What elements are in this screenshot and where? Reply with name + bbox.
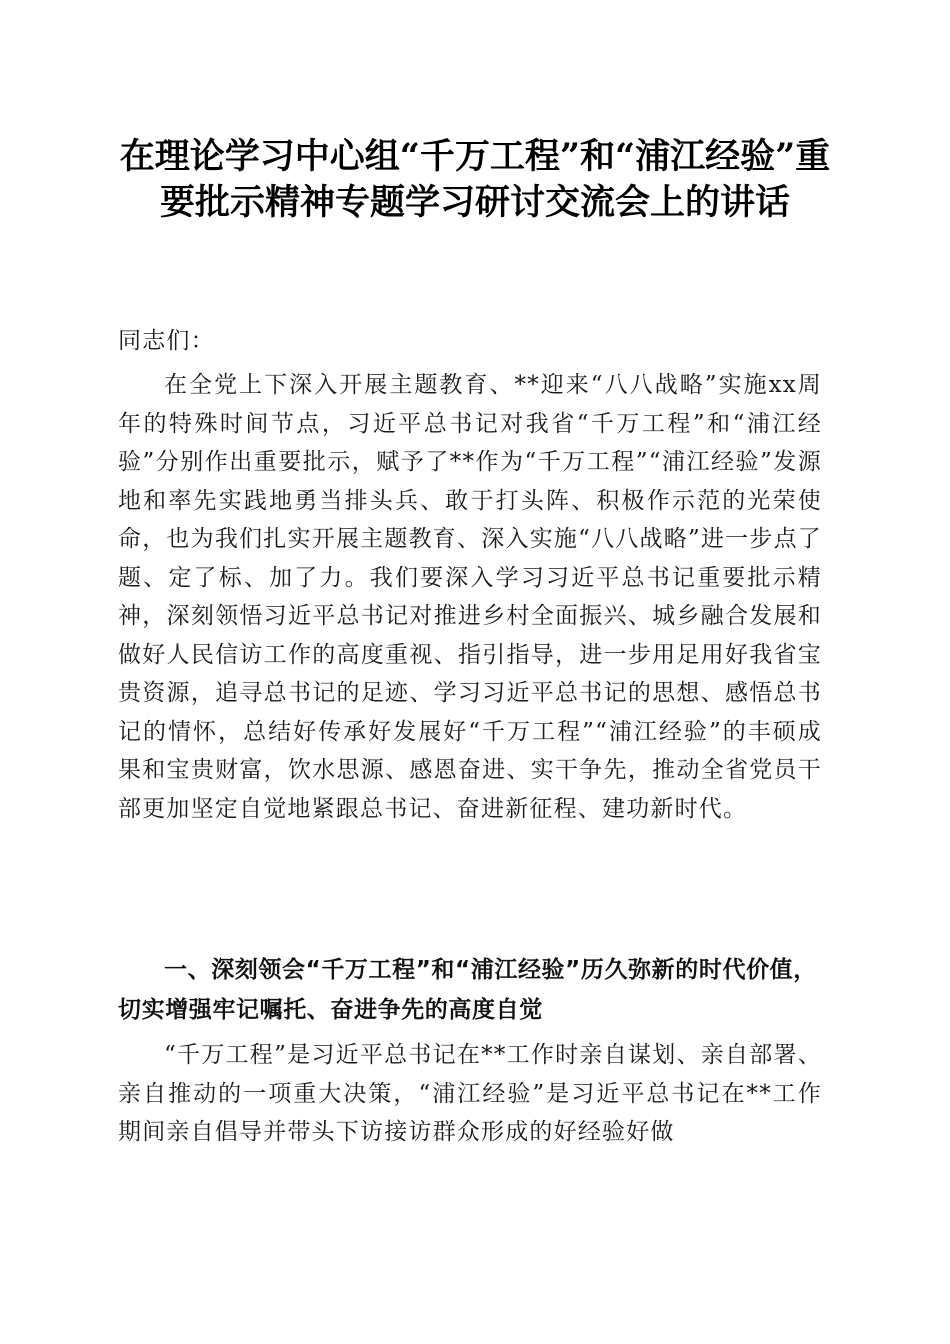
section-paragraph: “千万工程”是习近平总书记在**工作时亲自谋划、亲自部署、亲自推动的一项重大决策，“浦江经验”是习近平总书记在**工作期间亲自倡导并带头下访接访群众形成的好经验好做 — [118, 1042, 822, 1145]
document-title: 在理论学习中心组“千万工程”和“浦江经验”重要批示精神专题学习研讨交流会上的讲话 — [119, 136, 831, 223]
section-heading: 一、深刻领会“千万工程”和“浦江经验”历久弥新的时代价值，切实增强牢记嘱托、奋进争先的高度自觉 — [118, 957, 817, 1023]
body-paragraph: 在全党上下深入开展主题教育、**迎来“八八战略”实施xx周年的特殊时间节点，习近平总书记对我省“千万工程”和“浦江经验”分别作出重要批示，赋予了**作为“千万工程”“浦江经验”发源地和率先实践地勇当排头兵、敢于打头阵、积极作示范的光荣使命，也为我们扎实开展主题教育、深入实施“八八战略”进一步点了题、定了标、加了力。我们要深入学习习近平总书记重要批示精神，深刻领悟习近平总书记对推进乡村全面振兴、城乡融合发展和做好人民信访工作的高度重视、指引指导，进一步用足用好我省宝贵资源，追寻总书记的足迹、学习习近平总书记的思想、感悟总书记的情怀，总结好传承好发展好“千万工程”“浦江经验”的丰硕成果和宝贵财富，饮水思源、感恩奋进、实干争先，推动全省党员干部更加坚定自觉地紧跟总书记、奋进新征程、建功新时代。 — [118, 372, 822, 822]
salutation: 同志们： — [118, 328, 215, 354]
